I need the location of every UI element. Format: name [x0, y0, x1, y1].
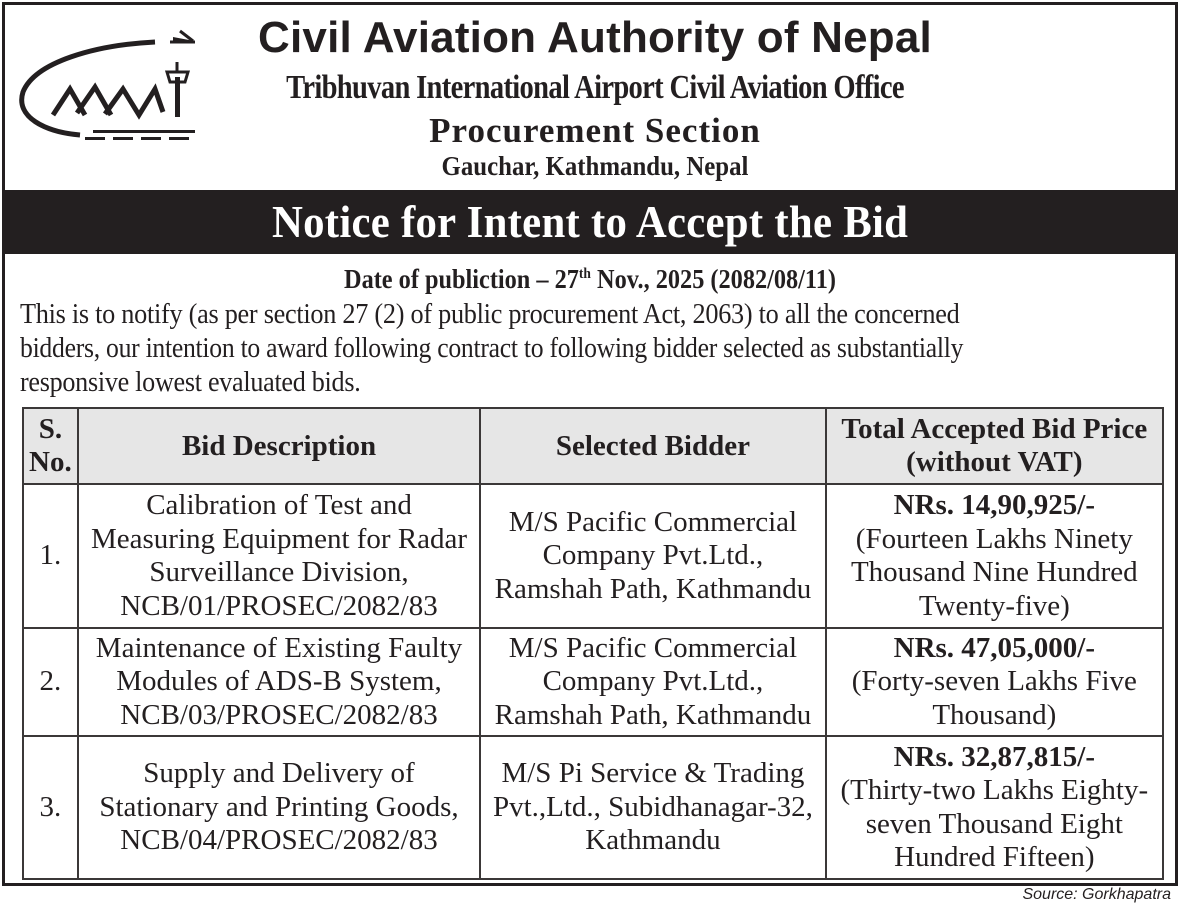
price-words: (Forty-seven Lakhs Five: [851, 665, 1137, 698]
bids-table: [22, 407, 1164, 880]
price-amount: NRs. 47,05,000/-: [893, 631, 1096, 664]
cell-price: [826, 484, 1163, 628]
cell-line: Measuring Equipment for Radar: [90, 522, 468, 555]
price-words: Thousand): [932, 698, 1057, 731]
header-text: (without VAT): [906, 446, 1083, 478]
cell-line: Calibration of Test and: [146, 489, 412, 521]
header-description: Bid Description: [78, 408, 480, 484]
price-words: Twenty-five): [918, 589, 1070, 622]
price-amount: NRs. 32,87,815/-: [893, 740, 1096, 773]
notice-header: [5, 5, 1175, 191]
header-text: No.: [29, 446, 72, 478]
cell-description: [78, 484, 480, 628]
table-row: [23, 484, 1163, 628]
header-text: S.: [38, 413, 63, 445]
org-title-text: Civil Aviation Authority of Nepal: [258, 13, 932, 62]
price-words: seven Thousand Eight: [865, 807, 1123, 840]
cell-bidder: [480, 484, 825, 628]
header-bidder: Selected Bidder: [480, 408, 825, 484]
cell-line: Stationary and Printing Goods,: [99, 790, 459, 823]
cell-line: NCB/04/PROSEC/2082/83: [120, 824, 438, 857]
header-price: [826, 408, 1163, 484]
org-title: [5, 13, 1181, 63]
cell-line: NCB/01/PROSEC/2082/83: [120, 589, 438, 622]
publication-date: [64, 264, 1117, 295]
notice-title: Notice for Intent to Accept the Bid: [271, 196, 909, 247]
cell-line: Surveillance Division,: [149, 556, 409, 588]
cell-line: Supply and Delivery of: [143, 757, 415, 790]
cell-line: Ramshah Path, Kathmandu: [494, 698, 812, 731]
cell-line: Company Pvt.Ltd.,: [542, 665, 764, 698]
cell-line: M/S Pi Service & Trading: [501, 757, 805, 790]
header-text: Total Accepted Bid Price: [841, 413, 1148, 445]
cell-line: Modules of ADS-B System,: [116, 665, 442, 698]
cell-line: M/S Pacific Commercial: [508, 505, 798, 538]
office-name: Tribhuvan International Airport Civil Aviation Office: [286, 69, 904, 106]
section-name: Procurement Section: [429, 111, 761, 150]
intro-line: This is to notify (as per section 27 (2) of public procurement Act, 2063) to all the concerned: [20, 298, 960, 330]
source-credit: Source: Gorkhapatra: [1022, 886, 1171, 903]
price-words: Thousand Nine Hundred: [850, 556, 1138, 588]
cell-line: Pvt.,Ltd., Subidhanagar-32,: [492, 790, 813, 823]
price-amount: NRs. 14,90,925/-: [893, 489, 1096, 521]
cell-price: [826, 628, 1163, 736]
header-sno: [23, 408, 78, 484]
cell-price: [826, 736, 1163, 879]
address: Gauchar, Kathmandu, Nepal: [441, 151, 749, 181]
price-words: (Thirty-two Lakhs Eighty-: [840, 774, 1149, 806]
date-prefix: Date of publiction – 27: [344, 264, 579, 294]
cell-bidder: [480, 736, 825, 879]
notice-frame: [2, 2, 1178, 886]
cell-line: Ramshah Path, Kathmandu: [494, 572, 812, 605]
cell-bidder: [480, 628, 825, 736]
date-suffix: Nov., 2025 (2082/08/11): [590, 264, 836, 294]
price-words: Hundred Fifteen): [894, 841, 1095, 873]
intro-line: responsive lowest evaluated bids.: [20, 366, 361, 398]
date-sup: th: [578, 266, 591, 282]
cell-line: NCB/03/PROSEC/2082/83: [120, 698, 438, 731]
cell-sno: 3.: [23, 736, 78, 879]
intro-paragraph: [20, 297, 1165, 399]
intro-line: bidders, our intention to award following contract to following bidder selected as substantially: [20, 332, 964, 364]
cell-description: [78, 736, 480, 879]
table-header-row: [23, 408, 1163, 484]
notice-title-banner: [5, 190, 1175, 254]
cell-sno: 1.: [23, 484, 78, 628]
table-row: [23, 628, 1163, 736]
cell-sno: 2.: [23, 628, 78, 736]
cell-line: M/S Pacific Commercial: [508, 631, 798, 664]
cell-description: [78, 628, 480, 736]
table-row: [23, 736, 1163, 879]
cell-line: Maintenance of Existing Faulty: [95, 631, 463, 664]
cell-line: Kathmandu: [585, 824, 721, 857]
price-words: (Fourteen Lakhs Ninety: [855, 522, 1133, 555]
cell-line: Company Pvt.Ltd.,: [542, 539, 764, 572]
